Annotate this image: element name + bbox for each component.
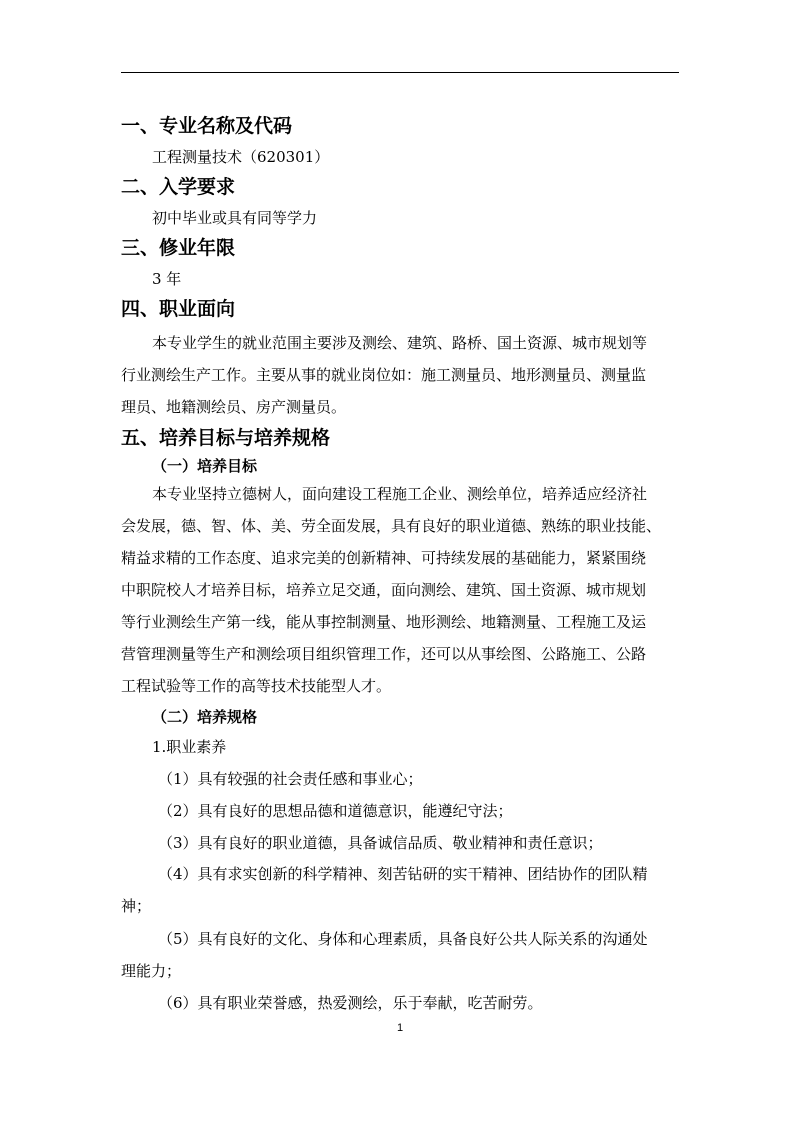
major-name-code: 工程测量技术（620301） bbox=[152, 148, 330, 166]
section-heading-3: 三、修业年限 bbox=[121, 237, 236, 259]
quality-item: （3）具有良好的职业道德，具备诚信品质、敬业精神和责任意识； bbox=[158, 834, 603, 852]
admission-requirement: 初中毕业或具有同等学力 bbox=[152, 209, 318, 227]
career-paragraph-line: 理员、地籍测绘员、房产测量员。 bbox=[121, 398, 347, 416]
page-number: 1 bbox=[396, 1022, 404, 1034]
subsection-heading-specifications: （二）培养规格 bbox=[152, 708, 258, 726]
section-heading-4: 四、职业面向 bbox=[121, 298, 236, 320]
study-duration: 3 年 bbox=[152, 270, 182, 288]
quality-item-continuation: 神； bbox=[121, 897, 152, 915]
subsection-heading-objectives: （一）培养目标 bbox=[152, 457, 258, 475]
career-paragraph-line: 行业测绘生产工作。主要从事的就业岗位如：施工测量员、地形测量员、测量监 bbox=[121, 366, 647, 384]
objectives-paragraph-line: 精益求精的工作态度、追求完美的创新精神、可持续发展的基础能力，紧紧围绕 bbox=[121, 549, 647, 567]
header-rule bbox=[121, 72, 679, 73]
section-heading-1: 一、专业名称及代码 bbox=[121, 115, 293, 137]
quality-item-continuation: 理能力； bbox=[121, 962, 182, 980]
objectives-paragraph-line: 会发展，德、智、体、美、劳全面发展，具有良好的职业道德、熟练的职业技能、 bbox=[121, 517, 662, 535]
item-title-professional-quality: 1.职业素养 bbox=[152, 738, 227, 756]
career-paragraph-line: 本专业学生的就业范围主要涉及测绘、建筑、路桥、国土资源、城市规划等 bbox=[152, 334, 648, 352]
objectives-paragraph-line: 中职院校人才培养目标，培养立足交通，面向测绘、建筑、国土资源、城市规划 bbox=[121, 581, 647, 599]
quality-item: （1）具有较强的社会责任感和事业心； bbox=[158, 770, 423, 788]
quality-item: （2）具有良好的思想品德和道德意识，能遵纪守法； bbox=[158, 802, 513, 820]
quality-item: （5）具有良好的文化、身体和心理素质，具备良好公共人际关系的沟通处 bbox=[158, 930, 648, 948]
section-heading-2: 二、入学要求 bbox=[121, 176, 236, 198]
quality-item: （4）具有求实创新的科学精神、刻苦钻研的实干精神、团结协作的团队精 bbox=[158, 865, 648, 883]
quality-item: （6）具有职业荣誉感，热爱测绘，乐于奉献，吃苦耐劳。 bbox=[158, 994, 543, 1012]
section-heading-5: 五、培养目标与培养规格 bbox=[121, 427, 331, 449]
objectives-paragraph-line: 等行业测绘生产第一线，能从事控制测量、地形测绘、地籍测量、工程施工及运 bbox=[121, 613, 647, 631]
objectives-paragraph-line: 本专业坚持立德树人，面向建设工程施工企业、测绘单位，培养适应经济社 bbox=[152, 485, 648, 503]
objectives-paragraph-line: 营管理测量等生产和测绘项目组织管理工作，还可以从事绘图、公路施工、公路 bbox=[121, 645, 647, 663]
objectives-paragraph-line: 工程试验等工作的高等技术技能型人才。 bbox=[121, 677, 392, 695]
